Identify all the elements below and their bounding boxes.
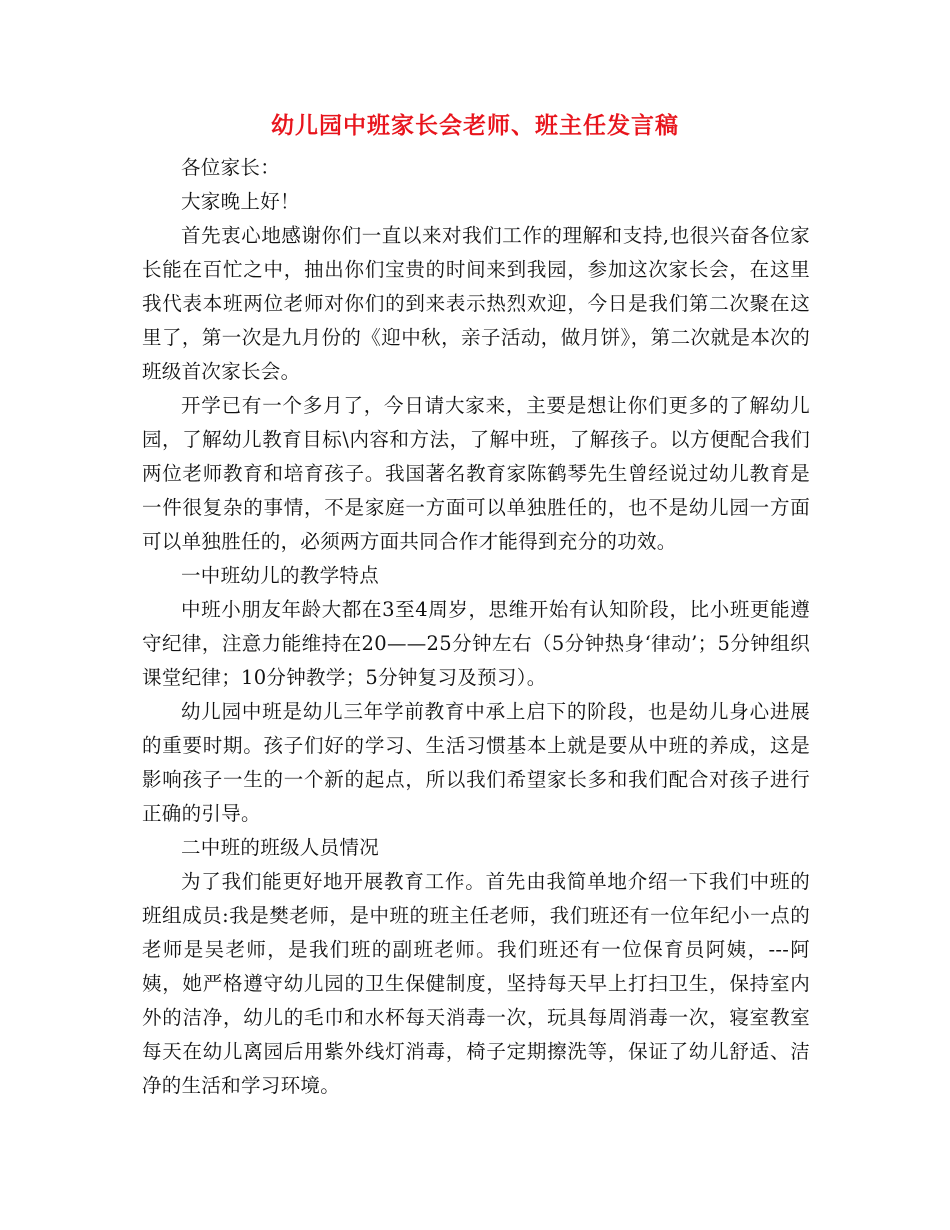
paragraph-greeting: 大家晚上好！: [181, 190, 300, 213]
paragraph-staff-introduction: 为了我们能更好地开展教育工作。首先由我简单地介绍一下我们中班的班组成员:我是樊老师，是中班的班主任老师，我们班还有一位年纪小一点的老师是吴老师，是我们班的副班老师。我们班还有一位保育员阿姨，---阿姨，她严格遵守幼儿园的卫生保健制度，坚持每天早上打扫卫生，保持室内外的洁净，幼儿的毛巾和水杯每天消毒一次，玩具每周消毒一次，寝室教室每天在幼儿离园后用紫外线灯消毒，椅子定期擦洗等，保证了幼儿舒适、洁净的生活和学习环境。: [142, 870, 810, 1097]
paragraph-purpose: 开学已有一个多月了，今日请大家来，主要是想让你们更多的了解幼儿园，了解幼儿教育目标\内容和方法，了解中班，了解孩子。以方便配合我们两位老师教育和培育孩子。我国著名教育家陈鹤琴先生曾经说过幼儿教育是一件很复杂的事情，不是家庭一方面可以单独胜任的，也不是幼儿园一方面可以单独胜任的，必须两方面共同合作才能得到充分的功效。: [142, 394, 810, 553]
paragraph-middle-class-importance: 幼儿园中班是幼儿三年学前教育中承上启下的阶段，也是幼儿身心进展的重要时期。孩子们好的学习、生活习惯基本上就是要从中班的养成，这是影响孩子一生的一个新的起点，所以我们希望家长多和我们配合对孩子进行正确的引导。: [142, 700, 810, 825]
section-heading-teaching-features: 一中班幼儿的教学特点: [181, 564, 380, 587]
section-heading-staff: 二中班的班级人员情况: [181, 836, 380, 859]
paragraph-salutation: 各位家长：: [181, 156, 281, 179]
document-title: 幼儿园中班家长会老师、班主任发言稿: [271, 112, 679, 139]
document-body: [142, 151, 810, 1103]
paragraph-thanks: 首先衷心地感谢你们一直以来对我们工作的理解和支持,也很兴奋各位家长能在百忙之中，抽出你们宝贵的时间来到我园，参加这次家长会，在这里我代表本班两位老师对你们的到来表示热烈欢迎，今日是我们第二次聚在这里了，第一次是九月份的《迎中秋，亲子活动，做月饼》，第二次就是本次的班级首次家长会。: [142, 224, 810, 383]
paragraph-age-features: 中班小朋友年龄大都在3至4周岁，思维开始有认知阶段，比小班更能遵守纪律，注意力能维持在20——25分钟左右（5分钟热身‘律动’；5分钟组织课堂纪律；10分钟教学；5分钟复习及预习）。: [142, 598, 810, 689]
